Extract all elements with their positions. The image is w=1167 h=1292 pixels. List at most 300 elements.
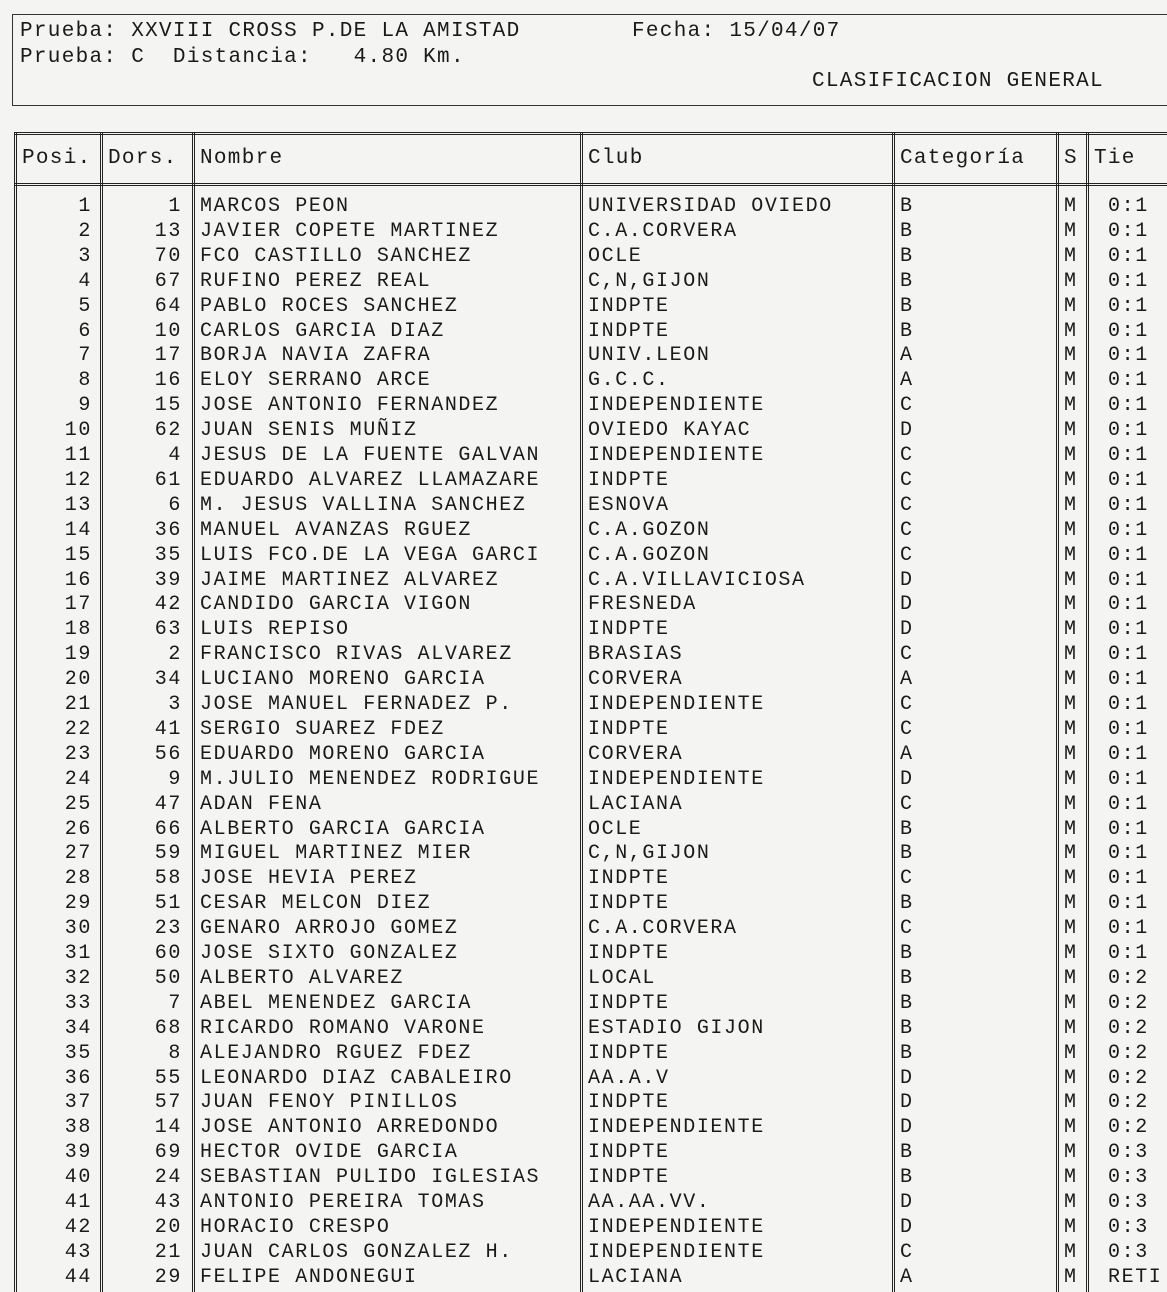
cell-posi: 26 xyxy=(64,817,92,841)
table-row xyxy=(14,1041,1167,1066)
cell-categoria: D xyxy=(900,1191,914,1214)
cell-club: INDPTE xyxy=(588,294,670,318)
cell-dors: 61 xyxy=(154,468,182,492)
cell-nombre: JAIME MARTINEZ ALVAREZ xyxy=(200,568,500,592)
cell-club: INDEPENDIENTE xyxy=(588,1116,765,1140)
cell-tiempo: 0:1 xyxy=(1108,493,1149,517)
cell-tiempo: 0:3 xyxy=(1108,1141,1149,1165)
cell-dors: 24 xyxy=(154,1166,182,1190)
cell-sexo: M xyxy=(1064,269,1078,293)
cell-categoria: D xyxy=(900,1066,914,1090)
cell-posi: 14 xyxy=(64,518,92,542)
cell-categoria: D xyxy=(900,568,914,592)
cell-sexo: M xyxy=(1064,1166,1078,1190)
cell-sexo: M xyxy=(1064,1215,1078,1239)
cell-dors: 21 xyxy=(154,1240,182,1264)
cell-dors: 68 xyxy=(154,1016,182,1040)
cell-tiempo: 0:1 xyxy=(1108,792,1149,816)
cell-tiempo: 0:1 xyxy=(1108,693,1149,716)
cell-dors: 16 xyxy=(154,369,182,393)
cell-dors: 36 xyxy=(154,518,182,542)
cell-dors: 23 xyxy=(154,917,182,941)
cell-categoria: D xyxy=(900,419,914,443)
cell-nombre: ALBERTO GARCIA GARCIA xyxy=(200,817,486,841)
cell-tiempo: 0:1 xyxy=(1108,244,1149,268)
results-table xyxy=(14,132,1167,1292)
cell-dors: 50 xyxy=(154,966,182,990)
cell-posi: 29 xyxy=(64,892,92,916)
cell-nombre: MANUEL AVANZAS RGUEZ xyxy=(200,518,473,542)
cell-nombre: JAVIER COPETE MARTINEZ xyxy=(200,219,500,243)
cell-tiempo: 0:3 xyxy=(1108,1215,1149,1239)
cell-club: AA.AA.VV. xyxy=(588,1191,711,1214)
cell-nombre: GENARO ARROJO GOMEZ xyxy=(200,917,459,941)
cell-nombre: RUFINO PEREZ REAL xyxy=(200,269,432,293)
table-row xyxy=(14,1090,1167,1115)
cell-categoria: D xyxy=(900,1091,914,1115)
cell-categoria: B xyxy=(900,219,914,243)
table-row xyxy=(14,1140,1167,1165)
cell-posi: 13 xyxy=(64,493,92,517)
cell-categoria: C xyxy=(900,394,914,418)
cell-tiempo: 0:1 xyxy=(1108,892,1149,916)
table-row xyxy=(14,568,1167,593)
cell-dors: 9 xyxy=(168,767,182,791)
cell-categoria: A xyxy=(900,1265,914,1289)
cell-dors: 64 xyxy=(154,294,182,318)
cell-categoria: C xyxy=(900,518,914,542)
cell-dors: 42 xyxy=(154,593,182,617)
table-row xyxy=(14,294,1167,319)
table-row xyxy=(14,1265,1167,1290)
cell-dors: 60 xyxy=(154,942,182,965)
cell-club: C.A.GOZON xyxy=(588,543,711,567)
table-row xyxy=(14,343,1167,368)
cell-nombre: M. JESUS VALLINA SANCHEZ xyxy=(200,493,527,517)
cell-categoria: C xyxy=(900,543,914,567)
header-col-sexo: S xyxy=(1064,147,1078,170)
cell-dors: 57 xyxy=(154,1091,182,1115)
cell-tiempo: RETI xyxy=(1108,1265,1163,1289)
cell-posi: 22 xyxy=(64,717,92,741)
cell-sexo: M xyxy=(1064,767,1078,791)
cell-categoria: B xyxy=(900,244,914,268)
cell-posi: 36 xyxy=(64,1066,92,1090)
cell-nombre: CANDIDO GARCIA VIGON xyxy=(200,593,473,617)
cell-categoria: C xyxy=(900,917,914,941)
table-row xyxy=(14,966,1167,991)
cell-posi: 33 xyxy=(64,991,92,1015)
cell-club: INDEPENDIENTE xyxy=(588,1240,765,1264)
cell-tiempo: 0:2 xyxy=(1108,991,1149,1015)
table-row xyxy=(14,219,1167,244)
cell-tiempo: 0:3 xyxy=(1108,1166,1149,1190)
cell-tiempo: 0:1 xyxy=(1108,593,1149,617)
cell-posi: 31 xyxy=(64,942,92,965)
cell-tiempo: 0:1 xyxy=(1108,344,1149,368)
cell-posi: 39 xyxy=(64,1141,92,1165)
cell-club: G.C.C. xyxy=(588,369,670,393)
cell-posi: 16 xyxy=(64,568,92,592)
cell-sexo: M xyxy=(1064,1016,1078,1040)
cell-nombre: EDUARDO ALVAREZ LLAMAZARE xyxy=(200,468,541,492)
cell-tiempo: 0:1 xyxy=(1108,643,1149,667)
cell-categoria: C xyxy=(900,867,914,891)
cell-posi: 18 xyxy=(64,618,92,642)
cell-club: LACIANA xyxy=(588,792,684,816)
cell-nombre: JESUS DE LA FUENTE GALVAN xyxy=(200,444,541,467)
cell-club: LOCAL xyxy=(588,966,657,990)
cell-posi: 44 xyxy=(64,1265,92,1289)
cell-posi: 1 xyxy=(78,195,92,218)
table-row xyxy=(14,916,1167,941)
table-row xyxy=(14,518,1167,543)
cell-nombre: JOSE ANTONIO ARREDONDO xyxy=(200,1116,500,1140)
cell-tiempo: 0:1 xyxy=(1108,219,1149,243)
cell-dors: 3 xyxy=(168,693,182,716)
cell-dors: 8 xyxy=(168,1041,182,1065)
cell-sexo: M xyxy=(1064,568,1078,592)
cell-nombre: BORJA NAVIA ZAFRA xyxy=(200,344,432,368)
cell-dors: 58 xyxy=(154,867,182,891)
cell-sexo: M xyxy=(1064,294,1078,318)
table-row xyxy=(14,692,1167,717)
cell-tiempo: 0:1 xyxy=(1108,618,1149,642)
cell-nombre: HECTOR OVIDE GARCIA xyxy=(200,1141,459,1165)
cell-club: INDPTE xyxy=(588,1166,670,1190)
cell-dors: 66 xyxy=(154,817,182,841)
cell-nombre: JOSE HEVIA PEREZ xyxy=(200,867,418,891)
cell-sexo: M xyxy=(1064,394,1078,418)
cell-dors: 56 xyxy=(154,742,182,766)
cell-tiempo: 0:1 xyxy=(1108,468,1149,492)
cell-sexo: M xyxy=(1064,195,1078,218)
cell-sexo: M xyxy=(1064,319,1078,343)
table-row xyxy=(14,368,1167,393)
cell-categoria: A xyxy=(900,344,914,368)
cell-dors: 59 xyxy=(154,842,182,866)
cell-categoria: A xyxy=(900,668,914,692)
cell-posi: 27 xyxy=(64,842,92,866)
cell-posi: 34 xyxy=(64,1016,92,1040)
cell-nombre: JUAN CARLOS GONZALEZ H. xyxy=(200,1240,513,1264)
cell-categoria: B xyxy=(900,1141,914,1165)
cell-sexo: M xyxy=(1064,991,1078,1015)
cell-nombre: SEBASTIAN PULIDO IGLESIAS xyxy=(200,1166,541,1190)
cell-posi: 32 xyxy=(64,966,92,990)
cell-categoria: C xyxy=(900,717,914,741)
cell-club: OCLE xyxy=(588,817,643,841)
cell-nombre: EDUARDO MORENO GARCIA xyxy=(200,742,486,766)
table-row xyxy=(14,742,1167,767)
cell-posi: 12 xyxy=(64,468,92,492)
table-row xyxy=(14,493,1167,518)
cell-club: OCLE xyxy=(588,244,643,268)
cell-club: CORVERA xyxy=(588,742,684,766)
cell-club: BRASIAS xyxy=(588,643,684,667)
cell-dors: 20 xyxy=(154,1215,182,1239)
cell-nombre: ABEL MENENDEZ GARCIA xyxy=(200,991,473,1015)
cell-nombre: FRANCISCO RIVAS ALVAREZ xyxy=(200,643,513,667)
cell-club: ESTADIO GIJON xyxy=(588,1016,765,1040)
cell-categoria: B xyxy=(900,991,914,1015)
cell-posi: 9 xyxy=(78,394,92,418)
cell-tiempo: 0:1 xyxy=(1108,419,1149,443)
table-row xyxy=(14,891,1167,916)
cell-sexo: M xyxy=(1064,966,1078,990)
cell-club: INDEPENDIENTE xyxy=(588,1215,765,1239)
cell-categoria: D xyxy=(900,593,914,617)
cell-dors: 39 xyxy=(154,568,182,592)
cell-posi: 20 xyxy=(64,668,92,692)
cell-tiempo: 0:1 xyxy=(1108,543,1149,567)
cell-categoria: B xyxy=(900,294,914,318)
table-row xyxy=(14,841,1167,866)
cell-posi: 4 xyxy=(78,269,92,293)
cell-dors: 67 xyxy=(154,269,182,293)
cell-dors: 34 xyxy=(154,668,182,692)
cell-nombre: ALEJANDRO RGUEZ FDEZ xyxy=(200,1041,473,1065)
cell-nombre: ADAN FENA xyxy=(200,792,323,816)
cell-dors: 70 xyxy=(154,244,182,268)
cell-sexo: M xyxy=(1064,867,1078,891)
cell-club: INDPTE xyxy=(588,942,670,965)
cell-dors: 43 xyxy=(154,1191,182,1214)
cell-categoria: D xyxy=(900,767,914,791)
table-row xyxy=(14,244,1167,269)
table-row xyxy=(14,667,1167,692)
cell-tiempo: 0:3 xyxy=(1108,1240,1149,1264)
table-row xyxy=(14,1016,1167,1041)
cell-sexo: M xyxy=(1064,1116,1078,1140)
cell-club: LACIANA xyxy=(588,1265,684,1289)
table-row xyxy=(14,443,1167,468)
cell-tiempo: 0:1 xyxy=(1108,269,1149,293)
cell-club: ESNOVA xyxy=(588,493,670,517)
cell-nombre: MARCOS PEON xyxy=(200,195,350,218)
cell-club: INDPTE xyxy=(588,1041,670,1065)
cell-sexo: M xyxy=(1064,593,1078,617)
cell-posi: 19 xyxy=(64,643,92,667)
cell-tiempo: 0:2 xyxy=(1108,966,1149,990)
cell-club: INDEPENDIENTE xyxy=(588,394,765,418)
cell-categoria: C xyxy=(900,493,914,517)
cell-sexo: M xyxy=(1064,643,1078,667)
cell-club: C.A.CORVERA xyxy=(588,917,738,941)
cell-posi: 28 xyxy=(64,867,92,891)
cell-dors: 47 xyxy=(154,792,182,816)
cell-club: INDPTE xyxy=(588,991,670,1015)
race-distance: Prueba: C Distancia: 4.80 Km. xyxy=(20,46,465,69)
cell-tiempo: 0:1 xyxy=(1108,767,1149,791)
cell-posi: 6 xyxy=(78,319,92,343)
cell-tiempo: 0:2 xyxy=(1108,1041,1149,1065)
cell-categoria: C xyxy=(900,1240,914,1264)
table-row xyxy=(14,717,1167,742)
cell-nombre: CARLOS GARCIA DIAZ xyxy=(200,319,445,343)
cell-nombre: ELOY SERRANO ARCE xyxy=(200,369,432,393)
cell-dors: 14 xyxy=(154,1116,182,1140)
cell-nombre: JUAN SENIS MUÑIZ xyxy=(200,419,418,443)
cell-categoria: B xyxy=(900,1041,914,1065)
cell-tiempo: 0:1 xyxy=(1108,917,1149,941)
cell-dors: 7 xyxy=(168,991,182,1015)
cell-dors: 35 xyxy=(154,543,182,567)
cell-posi: 8 xyxy=(78,369,92,393)
cell-sexo: M xyxy=(1064,419,1078,443)
cell-club: UNIVERSIDAD OVIEDO xyxy=(588,195,833,218)
cell-categoria: D xyxy=(900,618,914,642)
table-row xyxy=(14,617,1167,642)
table-row xyxy=(14,1190,1167,1215)
cell-sexo: M xyxy=(1064,742,1078,766)
cell-club: FRESNEDA xyxy=(588,593,697,617)
cell-dors: 51 xyxy=(154,892,182,916)
cell-categoria: B xyxy=(900,1016,914,1040)
cell-categoria: C xyxy=(900,792,914,816)
cell-dors: 13 xyxy=(154,219,182,243)
cell-tiempo: 0:1 xyxy=(1108,717,1149,741)
cell-nombre: FELIPE ANDONEGUI xyxy=(200,1265,418,1289)
cell-sexo: M xyxy=(1064,1141,1078,1165)
cell-posi: 2 xyxy=(78,219,92,243)
cell-sexo: M xyxy=(1064,1191,1078,1214)
cell-club: INDPTE xyxy=(588,1091,670,1115)
table-row xyxy=(14,866,1167,891)
header-col-categoria: Categoría xyxy=(900,147,1026,170)
cell-club: INDPTE xyxy=(588,618,670,642)
table-row xyxy=(14,767,1167,792)
cell-categoria: B xyxy=(900,319,914,343)
cell-sexo: M xyxy=(1064,668,1078,692)
cell-sexo: M xyxy=(1064,817,1078,841)
cell-sexo: M xyxy=(1064,1240,1078,1264)
cell-dors: 41 xyxy=(154,717,182,741)
cell-sexo: M xyxy=(1064,717,1078,741)
cell-nombre: FCO CASTILLO SANCHEZ xyxy=(200,244,473,268)
cell-nombre: LUCIANO MORENO GARCIA xyxy=(200,668,486,692)
cell-dors: 29 xyxy=(154,1265,182,1289)
cell-tiempo: 0:1 xyxy=(1108,394,1149,418)
cell-tiempo: 0:2 xyxy=(1108,1116,1149,1140)
cell-tiempo: 0:1 xyxy=(1108,518,1149,542)
cell-club: INDPTE xyxy=(588,319,670,343)
classification-title: CLASIFICACION GENERAL xyxy=(812,70,1104,93)
cell-sexo: M xyxy=(1064,842,1078,866)
cell-sexo: M xyxy=(1064,892,1078,916)
cell-categoria: C xyxy=(900,468,914,492)
cell-club: C.A.VILLAVICIOSA xyxy=(588,568,806,592)
cell-sexo: M xyxy=(1064,917,1078,941)
cell-nombre: SERGIO SUAREZ FDEZ xyxy=(200,717,445,741)
cell-dors: 6 xyxy=(168,493,182,517)
cell-club: OVIEDO KAYAC xyxy=(588,419,752,443)
cell-club: C,N,GIJON xyxy=(588,269,711,293)
cell-posi: 42 xyxy=(64,1215,92,1239)
header-col-dors: Dors. xyxy=(108,147,178,170)
cell-dors: 62 xyxy=(154,419,182,443)
cell-club: C,N,GIJON xyxy=(588,842,711,866)
cell-nombre: ALBERTO ALVAREZ xyxy=(200,966,405,990)
cell-sexo: M xyxy=(1064,219,1078,243)
cell-sexo: M xyxy=(1064,369,1078,393)
cell-sexo: M xyxy=(1064,942,1078,965)
cell-club: INDPTE xyxy=(588,867,670,891)
table-row xyxy=(14,642,1167,667)
cell-club: INDEPENDIENTE xyxy=(588,767,765,791)
cell-club: C.A.CORVERA xyxy=(588,219,738,243)
cell-dors: 15 xyxy=(154,394,182,418)
cell-nombre: ANTONIO PEREIRA TOMAS xyxy=(200,1191,486,1214)
cell-sexo: M xyxy=(1064,1066,1078,1090)
cell-nombre: M.JULIO MENENDEZ RODRIGUE xyxy=(200,767,541,791)
cell-categoria: A xyxy=(900,369,914,393)
cell-club: INDEPENDIENTE xyxy=(588,444,765,467)
cell-sexo: M xyxy=(1064,1265,1078,1289)
cell-nombre: PABLO ROCES SANCHEZ xyxy=(200,294,459,318)
cell-dors: 10 xyxy=(154,319,182,343)
cell-sexo: M xyxy=(1064,693,1078,716)
cell-tiempo: 0:1 xyxy=(1108,867,1149,891)
cell-sexo: M xyxy=(1064,618,1078,642)
cell-posi: 7 xyxy=(78,344,92,368)
table-row xyxy=(14,543,1167,568)
cell-posi: 25 xyxy=(64,792,92,816)
cell-posi: 35 xyxy=(64,1041,92,1065)
cell-dors: 63 xyxy=(154,618,182,642)
cell-posi: 30 xyxy=(64,917,92,941)
cell-tiempo: 0:2 xyxy=(1108,1091,1149,1115)
cell-club: INDPTE xyxy=(588,717,670,741)
cell-categoria: D xyxy=(900,1116,914,1140)
cell-sexo: M xyxy=(1064,493,1078,517)
cell-sexo: M xyxy=(1064,344,1078,368)
table-row xyxy=(14,1165,1167,1190)
cell-nombre: JUAN FENOY PINILLOS xyxy=(200,1091,459,1115)
table-header xyxy=(14,132,1167,186)
cell-dors: 17 xyxy=(154,344,182,368)
cell-posi: 17 xyxy=(64,593,92,617)
cell-categoria: B xyxy=(900,195,914,218)
cell-nombre: JOSE SIXTO GONZALEZ xyxy=(200,942,459,965)
table-row xyxy=(14,1240,1167,1265)
cell-club: INDPTE xyxy=(588,892,670,916)
table-row xyxy=(14,393,1167,418)
header-col-nombre: Nombre xyxy=(200,147,284,170)
cell-nombre: CESAR MELCON DIEZ xyxy=(200,892,432,916)
cell-tiempo: 0:1 xyxy=(1108,842,1149,866)
cell-posi: 15 xyxy=(64,543,92,567)
cell-tiempo: 0:1 xyxy=(1108,742,1149,766)
table-row xyxy=(14,319,1167,344)
table-row xyxy=(14,817,1167,842)
table-row xyxy=(14,1215,1167,1240)
cell-dors: 4 xyxy=(168,444,182,467)
table-row xyxy=(14,269,1167,294)
cell-categoria: B xyxy=(900,1166,914,1190)
cell-sexo: M xyxy=(1064,792,1078,816)
race-title: Prueba: XXVIII CROSS P.DE LA AMISTAD xyxy=(20,20,521,43)
cell-posi: 23 xyxy=(64,742,92,766)
header-col-tiempo: Tie xyxy=(1094,147,1136,170)
cell-dors: 1 xyxy=(168,195,182,218)
cell-club: CORVERA xyxy=(588,668,684,692)
cell-sexo: M xyxy=(1064,468,1078,492)
cell-dors: 55 xyxy=(154,1066,182,1090)
cell-tiempo: 0:3 xyxy=(1108,1191,1149,1214)
cell-sexo: M xyxy=(1064,1041,1078,1065)
cell-nombre: JOSE MANUEL FERNADEZ P. xyxy=(200,693,513,716)
